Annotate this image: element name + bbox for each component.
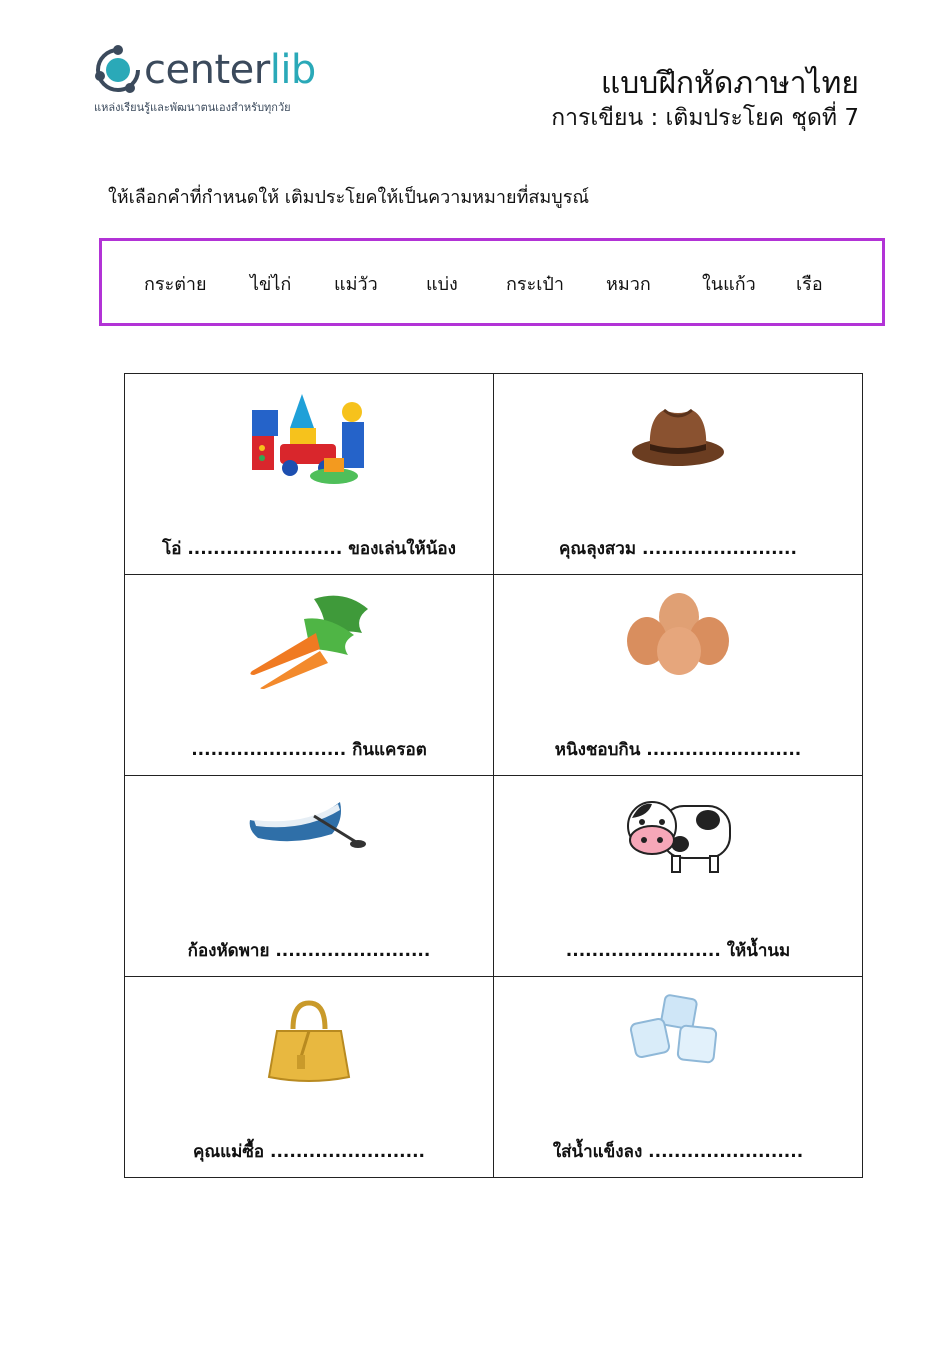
centerlib-logo [92,42,352,122]
handbag-icon [259,991,359,1091]
logo-mark-icon [92,42,144,94]
word-bank-item: กระเป๋า [506,274,564,295]
logo-tagline: แหล่งเรียนรู้และพัฒนาตนเองสำหรับทุกวัย [94,101,291,114]
logo-word-lib: lib [269,47,316,93]
word-bank-item: ในแก้ว [702,274,756,295]
boat-icon [244,790,374,860]
sentence-text: ก้องหัดพาย ........................ [187,941,431,961]
logo-word-center: center [144,47,270,93]
word-bank-item: เรือ [796,274,823,295]
exercise-cell [125,977,494,1178]
word-bank-item: ไข่ไก่ [250,274,292,295]
eggs-icon [623,589,733,679]
sentence-text: หนิงชอบกิน ........................ [554,740,802,760]
sentence-text: ใส่น้ำแข็งลง ........................ [552,1142,804,1162]
exercise-grid [124,373,863,1178]
sentence-text: โอ่ ........................ ของเล่นให้น้อง [162,539,456,559]
toy-blocks-icon [244,388,374,488]
word-bank-item: แม่วัว [334,274,378,295]
word-bank-box [99,238,885,326]
logo-wordmark [144,42,316,98]
exercise-cell [494,374,863,575]
exercise-cell [125,776,494,977]
exercise-cell [125,575,494,776]
word-bank-item: หมวก [606,274,651,295]
sentence-text: ........................ กินแครอต [191,740,427,760]
exercise-cell [494,776,863,977]
exercise-cell [125,374,494,575]
exercise-cell [494,977,863,1178]
hat-icon [628,388,728,478]
page-subtitle: การเขียน : เติมประโยค ชุดที่ 7 [551,105,859,131]
carrot-icon [244,589,374,689]
cow-icon [618,790,738,880]
page-title: แบบฝึกหัดภาษาไทย [600,66,859,101]
word-bank-item: แบ่ง [426,274,458,295]
exercise-cell [494,575,863,776]
sentence-text: คุณลุงสวม ........................ [559,539,797,559]
word-bank-item: กระต่าย [144,274,207,295]
sentence-text: ........................ ให้น้ำนม [565,941,791,961]
instruction-text: ให้เลือกคำที่กำหนดให้ เติมประโยคให้เป็นความหมายที่สมบูรณ์ [108,187,590,208]
ice-cubes-icon [623,991,733,1081]
sentence-text: คุณแม่ซื้อ ........................ [193,1142,425,1162]
